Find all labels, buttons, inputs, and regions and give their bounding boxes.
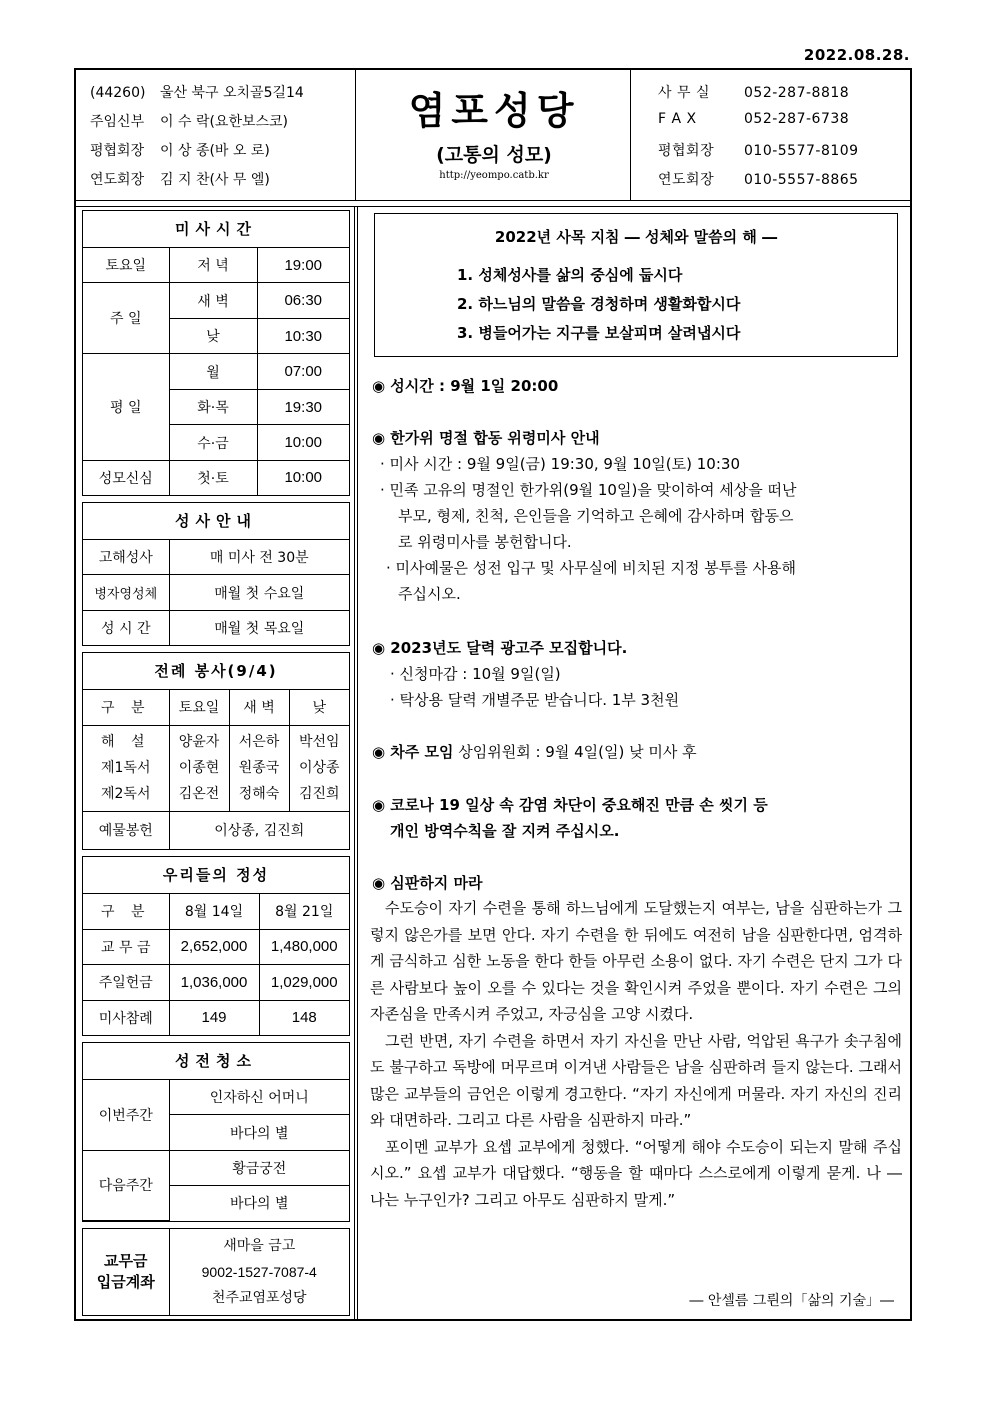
- contribution-value: 2,652,000: [169, 929, 259, 965]
- contributions-table: [83, 857, 349, 1035]
- calendar-line: · 신청마감 : 10월 9일(일): [390, 665, 561, 683]
- mass-times-title: 미사시간: [83, 211, 349, 247]
- liturgy-saturday-column: 양윤자 이종현 김온전: [169, 725, 229, 811]
- calendar-title: ◉ 2023년도 달력 광고주 모집합니다.: [372, 639, 628, 657]
- judge-body: [370, 895, 902, 1213]
- cleaning-title: 성전청소: [83, 1043, 349, 1079]
- judge-paragraph: 포이멘 교부가 요셉 교부에게 청했다. “어떻게 해야 수도승이 되는지 말해 주십시오.” 요셉 교부가 대답했다. “행동을 할 때마다 스스로에게 이렇게 묻게. 나 ― 나는 누구인가? 그리고 아무도 심판하지 말게.”: [370, 1137, 902, 1209]
- chuseok-line: 로 위령미사를 봉헌합니다.: [398, 533, 572, 551]
- council-president-line: 평협회장 이 상 종(바 오 로): [90, 143, 270, 159]
- role-commentary: 해 설: [101, 734, 151, 750]
- account-number: 9002-1527-7087-4: [201, 1264, 317, 1280]
- this-week-label: 이번주간: [83, 1079, 169, 1150]
- sacraments-table: [83, 503, 349, 645]
- sacrament-value: 매월 첫 수요일: [169, 575, 349, 611]
- yeondo-phone: 연도회장 010-5557-8865: [658, 172, 859, 188]
- contribution-label: 주일헌금: [83, 965, 169, 1001]
- chuseok-title: ◉ 한가위 명절 합동 위령미사 안내: [372, 429, 600, 447]
- account-details: [169, 1229, 349, 1315]
- pastor-line: 주임신부 이 수 락(요한보스코): [90, 114, 289, 130]
- holy-hour-notice: ◉ 성시간 : 9월 1일 20:00: [372, 377, 559, 395]
- contributions-title: 우리들의 정성: [83, 857, 349, 893]
- saturday-time: 19:00: [257, 247, 349, 283]
- church-name: 염포성당: [408, 89, 580, 133]
- offering-label: 예물봉헌: [83, 811, 169, 849]
- liturgy-box: [82, 652, 350, 850]
- role-first-reading: 제1독서: [101, 760, 151, 776]
- contribution-value: 148: [259, 1000, 349, 1035]
- account-table: [83, 1229, 349, 1315]
- liturgy-day-column: 박선임 이상종 김진희: [289, 725, 349, 811]
- sunday-time-day: 10:30: [257, 318, 349, 354]
- issue-date: 2022.08.28.: [803, 46, 910, 64]
- saturday-label: 토요일: [83, 247, 169, 283]
- next-week-label: 다음주간: [83, 1150, 169, 1220]
- office-phone: 사 무 실 052-287-8818: [658, 85, 850, 101]
- header-divider: [76, 200, 910, 207]
- calendar-line: · 탁상용 달력 개별주문 받습니다. 1부 3천원: [390, 691, 680, 709]
- chuseok-line: 부모, 형제, 친척, 은인들을 기억하고 은혜에 감사하며 합동으: [398, 507, 794, 525]
- council-phone: 평협회장 010-5577-8109: [658, 143, 859, 159]
- church-url[interactable]: http://yeompo.catb.kr: [439, 170, 549, 181]
- weekday-slot-wed-fri: 수·금: [169, 425, 257, 461]
- contribution-label: 미사참례: [83, 1000, 169, 1035]
- church-subtitle: (고통의 성모): [436, 144, 552, 166]
- weekday-time-wed-fri: 10:00: [257, 425, 349, 461]
- account-holder: 천주교염포성당: [211, 1290, 307, 1306]
- covid-notice-cont: 개인 방역수칙을 잘 지켜 주십시오.: [390, 822, 620, 840]
- chuseok-line: · 미사 시간 : 9월 9일(금) 19:30, 9월 10일(토) 10:30: [380, 455, 740, 473]
- liturgy-header: 토요일: [169, 689, 229, 725]
- sacrament-label: 고해성사: [83, 539, 169, 575]
- contribution-value: 1,036,000: [169, 965, 259, 1001]
- judge-title: ◉ 심판하지 마라: [372, 874, 483, 892]
- judge-paragraph: 그런 반면, 자기 수련을 하면서 자기 자신을 만난 사람, 억압된 욕구가 솟구침에도 불구하고 독방에 머무르며 이겨낸 사람들은 남을 심판하려 들지 않는다. 그래서 많은 교부들의 금언은 이렇게 경고한다. “자기 자신에게 머물라. 자기 자신의 진리와 대면하라. 그리고 다른 사람을 심판하지 마라.”: [370, 1031, 902, 1129]
- chuseok-line: · 미사예물은 성전 입구 및 사무실에 비치된 지정 봉투를 사용해: [386, 559, 796, 577]
- saturday-slot: 저 녁: [169, 247, 257, 283]
- bank-name: 새마을 금고: [223, 1238, 296, 1254]
- contribution-value: 1,029,000: [259, 965, 349, 1001]
- offering-value: 이상종, 김진희: [169, 811, 349, 849]
- account-box: [82, 1228, 350, 1316]
- marian-label: 성모신심: [83, 460, 169, 495]
- weekday-label: 평 일: [83, 354, 169, 461]
- weekday-slot-mon: 월: [169, 354, 257, 390]
- liturgy-header: 낮: [289, 689, 349, 725]
- cleaning-group: 인자하신 어머니: [169, 1079, 349, 1115]
- guideline-item: 3. 병들어가는 지구를 보살피며 살려냅시다: [457, 324, 741, 342]
- judge-paragraph: 수도승이 자기 수련을 통해 하느님에게 도달했는지 여부는, 남을 심판하는가 그렇지 않은가를 보면 안다. 자기 수련을 한 뒤에도 여전히 남을 심판한다면, 엄격하게 금식하고 심한 노동을 한다 한들 아무런 소용이 없다. 자기 수련은 단지 그가 다른 사람보다 높이 오를 수 있다는 것을 확인시켜 주었을 뿐이다. 자기 수련은 그의 자존심을 만족시켜 주었고, 자긍심을 고양 시켰다.: [370, 899, 902, 1023]
- account-label: 교무금 입금계좌: [83, 1229, 169, 1315]
- contribution-label: 교 무 금: [83, 929, 169, 965]
- address-line: (44260) 울산 북구 오치골5길14: [90, 85, 304, 101]
- mass-times-box: [82, 210, 350, 496]
- liturgy-table: [83, 653, 349, 849]
- cleaning-group: 황금궁전: [169, 1150, 349, 1186]
- sacraments-title: 성사안내: [83, 503, 349, 539]
- cleaning-group: 바다의 별: [169, 1115, 349, 1151]
- sunday-slot-day: 낮: [169, 318, 257, 354]
- liturgy-role-column: [83, 725, 169, 811]
- sacrament-label: 성 시 간: [83, 610, 169, 645]
- chuseok-line: · 민족 고유의 명절인 한가위(9월 10일)을 맞이하여 세상을 떠난: [380, 481, 797, 499]
- guideline-item: 1. 성체성사를 삶의 중심에 둡시다: [457, 266, 683, 284]
- contribution-value: 1,480,000: [259, 929, 349, 965]
- judge-source: ― 안셀름 그륀의「삶의 기술」―: [689, 1293, 894, 1309]
- covid-notice: ◉ 코로나 19 일상 속 감염 차단이 중요해진 만큼 손 씻기 등: [372, 796, 768, 814]
- chuseok-line: 주십시오.: [398, 585, 461, 603]
- header-contacts: [632, 70, 910, 200]
- meeting-text: 상임위원회 : 9월 4일(일) 낮 미사 후: [453, 743, 697, 761]
- yeondo-president-line: 연도회장 김 지 찬(사 무 엘): [90, 172, 270, 188]
- sacraments-box: [82, 502, 350, 646]
- sunday-time-dawn: 06:30: [257, 283, 349, 319]
- cleaning-box: [82, 1042, 350, 1222]
- mass-times-table: [83, 211, 349, 495]
- bulletin-frame: [74, 68, 912, 1321]
- left-column: [76, 207, 354, 1319]
- cleaning-table: [83, 1043, 349, 1221]
- contributions-header: 8월 21일: [259, 893, 349, 929]
- weekday-time-mon: 07:00: [257, 354, 349, 390]
- marian-time: 10:00: [257, 460, 349, 495]
- sacrament-value: 매월 첫 목요일: [169, 610, 349, 645]
- contributions-box: [82, 856, 350, 1036]
- meeting-notice: [372, 741, 697, 762]
- role-second-reading: 제2독서: [101, 786, 151, 802]
- weekday-time-tue-thu: 19:30: [257, 389, 349, 425]
- pastoral-guideline-box: [374, 213, 898, 357]
- marian-slot: 첫·토: [169, 460, 257, 495]
- weekday-slot-tue-thu: 화·목: [169, 389, 257, 425]
- header-info: [76, 70, 356, 200]
- fax-number: F A X 052-287-6738: [658, 111, 850, 127]
- contribution-value: 149: [169, 1000, 259, 1035]
- meeting-title: ◉ 차주 모임: [372, 743, 454, 761]
- header-title: [357, 70, 631, 200]
- cleaning-group: 바다의 별: [169, 1186, 349, 1221]
- liturgy-title: 전례 봉사(9/4): [83, 653, 349, 689]
- header: [76, 70, 910, 200]
- sacrament-label: 병자영성체: [83, 575, 169, 611]
- sunday-label: 주 일: [83, 283, 169, 354]
- contributions-header: 8월 14일: [169, 893, 259, 929]
- sacrament-value: 매 미사 전 30분: [169, 539, 349, 575]
- guideline-title: 2022년 사목 지침 ― 성체와 말씀의 해 ―: [494, 228, 778, 246]
- guideline-item: 2. 하느님의 말씀을 경청하며 생활화합시다: [457, 295, 741, 313]
- liturgy-header: 구 분: [83, 689, 169, 725]
- liturgy-header: 새 벽: [229, 689, 289, 725]
- right-column: [358, 207, 910, 1319]
- liturgy-dawn-column: 서은하 원종국 정해숙: [229, 725, 289, 811]
- sunday-slot-dawn: 새 벽: [169, 283, 257, 319]
- contributions-header: 구 분: [83, 893, 169, 929]
